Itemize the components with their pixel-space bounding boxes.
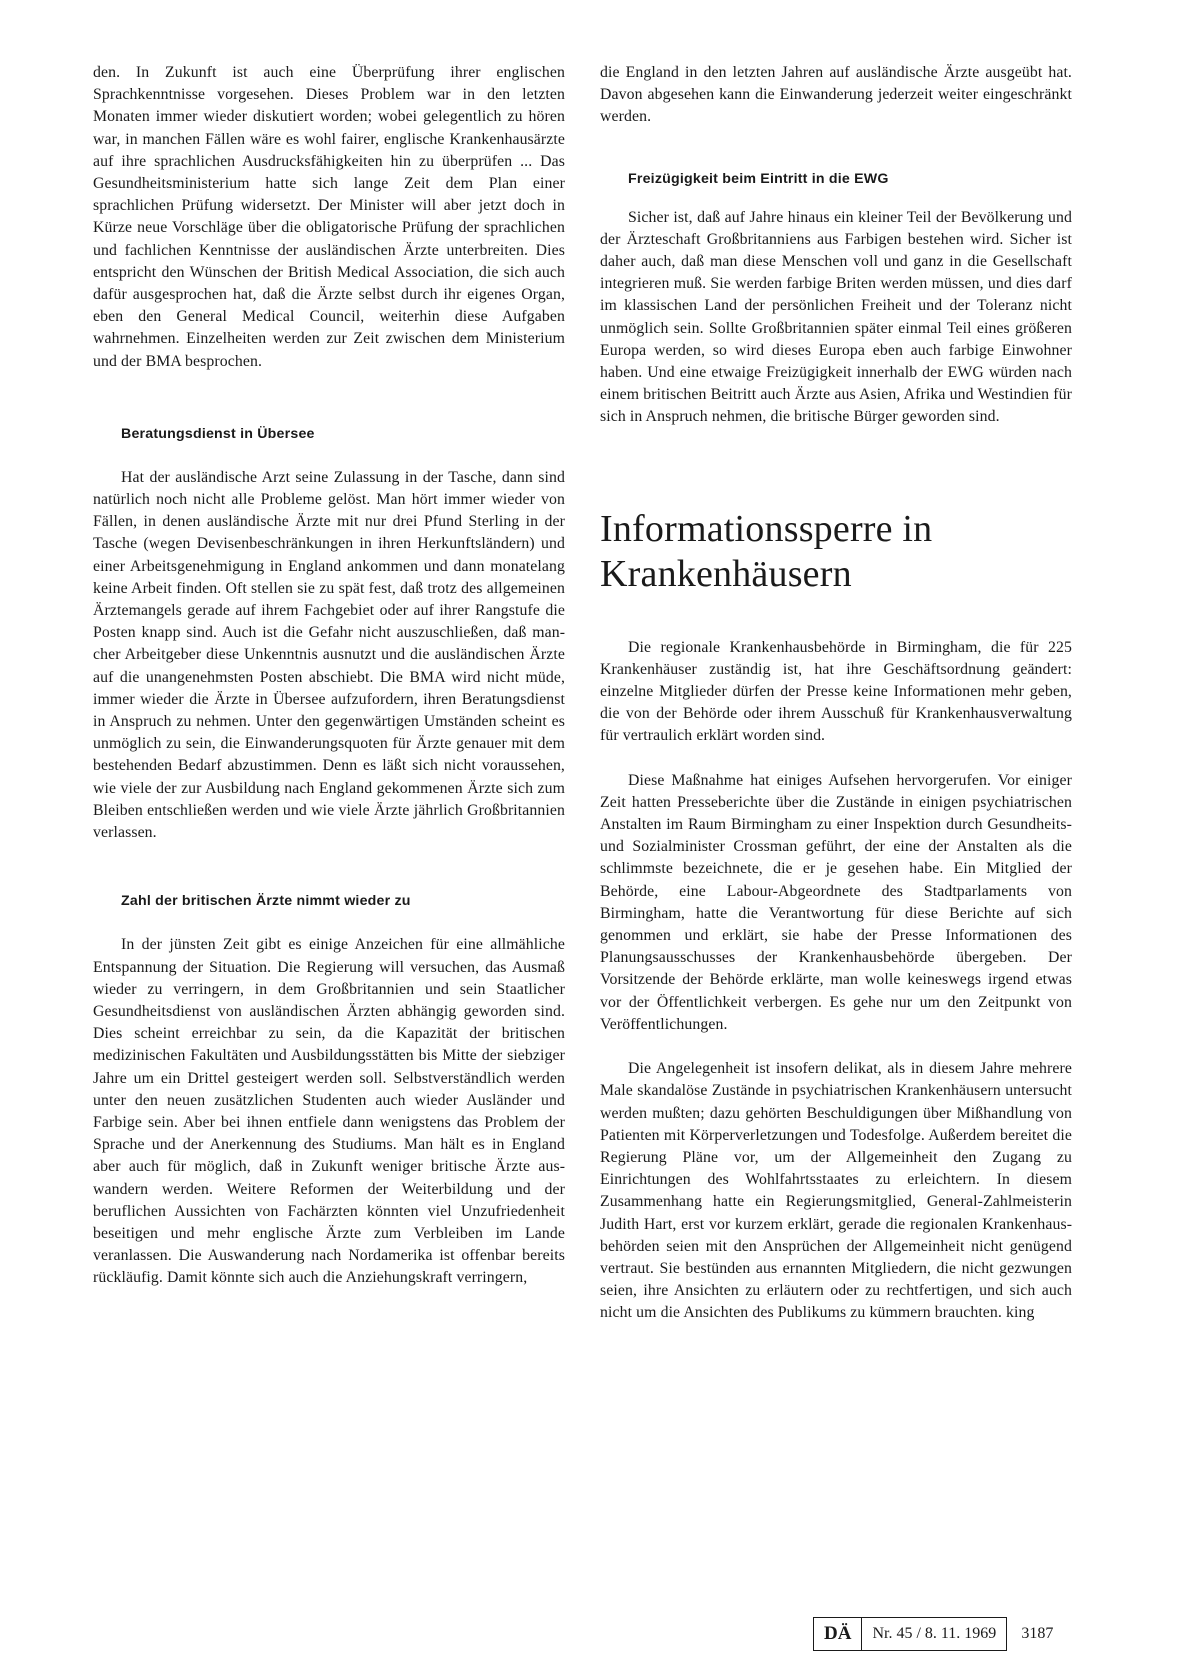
body-paragraph: In der jünsten Zeit gibt es einige Anzeichen für eine allmähliche Entspannung der Situation. Die Regierung will versuchen, das Ausmaß wieder zu verringern, in dem Großbritannien und sein Staatlicher Gesundheitsdienst von ausländischen Ärzten abhängig geworden sind. Dies scheint erreichbar zu sein, da die Kapazität der britischen medizinischen Fakultäten und Ausbildungsstätten bis Mitte der siebziger Jahre um ein Drittel gesteigert werden soll. Selbstverständlich werden unter den neuen zusätzlichen Studenten auch wieder Ausländer und Farbige sein. Aber bei ihnen entfiele dann wenigstens das Problem der Sprache und der Anerkennung des Studiums. Man hält es in England aber auch für möglich, daß in Zukunft weniger britische Ärzte auswandern werden. Weitere Reformen der Weiterbildung und der beruflichen Aussichten von Fachärzten könnten viel Unzufriedenheit beseitigen und mehr englische Ärzte zum Verbleiben im Lande veranlassen. Die Auswanderung nach Nordamerika ist offenbar bereits rückläufig. Damit könnte sich auch die Anziehungskraft verringern, [93, 936, 565, 1287]
body-paragraph: Diese Maßnahme hat einiges Aufsehen hervorgerufen. Vor einiger Zeit hatten Presseberichte über die Zustände in einigen psychiatrischen Anstalten im Raum Birmingham zu einer Inspektion durch Gesundheits- und Sozialminister Crossman geführt, der eine der Anstalten als die schlimmste bezeichnete, die er je gesehen habe. Ein Mitglied der Behörde, eine Labour-Abgeordnete des Stadtparlaments von Birmingham, hatte die Verantwortung für diese Berichte auf sich genommen und erklärt, sie habe der Presse Informationen des Planungsausschusses der Krankenhausbehörde übergeben. Der Vorsitzende der Behörde erklärte, man wolle keineswegs irgend etwas vor der Öffentlichkeit verbergen. Es gehe nur um den Zeitpunkt von Veröffentlichungen. [600, 771, 1072, 1033]
body-paragraph: Hat der ausländische Arzt seine Zulassung in der Tasche, dann sind natürlich noch nicht alle Probleme gelöst. Man hört immer wieder von Fällen, in denen ausländische Ärzte mit nur drei Pfund Sterling in der Tasche (wegen Devisenbeschränkungen in ihren Herkunftsländern) und einer Arbeitsgenehmigung in England ankommen und dann monatelang keine Arbeit finden. Oft stellen sie zu spät fest, daß trotz des allgemeinen Ärztemangels gerade auf ihrem Fachgebiet oder auf ihrer Rangstufe die Posten knapp sind. Auch ist die Gefahr nicht auszuschließen, daß mancher Arbeitgeber diese Unkenntnis ausnutzt und die ausländischen Ärzte auf die unangenehmsten Posten abschiebt. Die BMA wird nicht müde, immer wieder die Ärzte in Übersee aufzufordern, ihren Beratungsdienst in Anspruch zu nehmen. Unter den gegenwärtigen Umständen scheint es unmöglich zu sein, die Einwanderungsquoten für Ärzte genauer mit dem bestehenden Bedarf abzustimmen. Denn es läßt sich nicht voraussehen, wie viele der zur Ausbildung nach England gekommenen Ärzte sich zum Bleiben entschließen werden und wie viele Ärzte jährlich Großbritannien verlassen. [93, 468, 565, 842]
body-paragraph: den. In Zukunft ist auch eine Überprüfung ihrer englischen Sprachkenntnisse vorgesehen. Dieses Problem war in den letzten Monaten immer wieder diskutiert worden; wobei gelegentlich zu hören war, in manchen Fällen wäre es wohl fairer, englische Krankenhausärzte auf ihre sprachlichen Ausdrucksfähigkeiten hin zu überprüfen ... Das Gesundheitsministerium hatte sich lange Zeit dem Plan einer sprachlichen Prüfung widersetzt. Der Minister will aber jetzt doch in Kürze neue Vorschläge über die obligatorische Prüfung der sprachlichen und fachlichen Kenntnisse der ausländischen Ärzte unterbreiten. Dies entspricht den Wünschen der British Medical Association, die sich auch dafür ausgesprochen hat, daß die Ärzte selbst durch ihr eigenes Organ, eben den General Medical Council, weiterhin diese Aufgaben wahrnehmen. Einzelheiten werden zur Zeit zwischen dem Ministerium und der BMA besprochen. [93, 64, 565, 370]
section-heading: Freizügigkeit beim Eintritt in die EWG [628, 170, 889, 187]
journal-logo: DÄ [813, 1617, 861, 1651]
article-headline: Informationssperre in Krankenhäusern [600, 507, 933, 595]
body-paragraph: die England in den letzten Jahren auf ausländische Ärzte ausgeübt hat. Davon abgesehen kann die Einwanderung jederzeit weiter eingeschränkt werden. [600, 64, 1072, 126]
right-column [600, 62, 1072, 1325]
page-number: 3187 [1021, 1625, 1054, 1642]
issue-reference: Nr. 45 / 8. 11. 1969 [861, 1617, 1007, 1651]
body-paragraph: Die Angelegenheit ist insofern delikat, als in diesem Jahre mehrere Male skandalöse Zustände in psychiatrischen Krankenhäusern untersucht werden mußten; dazu gehörten Beschuldigungen über Mißhandlung von Patienten mit Körperverletzungen und Todesfolge. Außerdem bereitet die Regierung Pläne vor, um der Allgemeinheit den Zugang zu Einrichtungen des Wohlfahrtsstaates zu erleichtern. In diesem Zusammenhang hatte ein Regierungsmitglied, General-Zahlmeisterin Judith Hart, erst vor kurzem erklärt, gerade die regionalen Krankenhausbehörden seien mit den Ansprüchen der Allgemeinheit nicht genügend vertraut. Sie bestünden aus ernannten Mitgliedern, die nicht gezwungen seien, ihre Ansichten zu erläutern oder zu rechtfertigen, und sich auch nicht um die Ansichten des Publikums zu kümmern brauchten. king [600, 1060, 1072, 1322]
section-heading: Beratungsdienst in Übersee [121, 425, 315, 442]
body-paragraph: Die regionale Krankenhausbehörde in Birmingham, die für 225 Krankenhäuser zuständig ist, hat ihre Geschäftsordnung geändert: einzelne Mitglieder dürfen der Presse keine Informationen mehr geben, die von der Behörde oder ihrem Ausschuß für Krankenhausverwaltung für vertraulich erklärt worden sind. [600, 638, 1072, 745]
body-paragraph: Sicher ist, daß auf Jahre hinaus ein kleiner Teil der Bevölkerung und der Ärzteschaft Großbritanniens aus Farbigen bestehen wird. Sicher ist daher auch, daß man diese Menschen voll und ganz in die Gesellschaft integrieren muß. Sie werden farbige Briten werden müssen, und dies darf im klassischen Land der persönlichen Freiheit und der Toleranz nicht unmöglich sein. Sollte Großbritannien später einmal Teil eines größeren Europa werden, so wird dieses Europa eben auch farbige Einwohner haben. Und eine etwaige Freizügigkeit innerhalb der EWG würden nach einem britischen Beitritt auch Ärzte aus Asien, Afrika und Westindien für sich in Anspruch nehmen, die britische Bürger geworden sind. [600, 208, 1072, 426]
section-heading: Zahl der britischen Ärzte nimmt wieder zu [121, 893, 411, 910]
left-column [93, 62, 565, 1290]
page-footer [813, 1617, 1053, 1651]
